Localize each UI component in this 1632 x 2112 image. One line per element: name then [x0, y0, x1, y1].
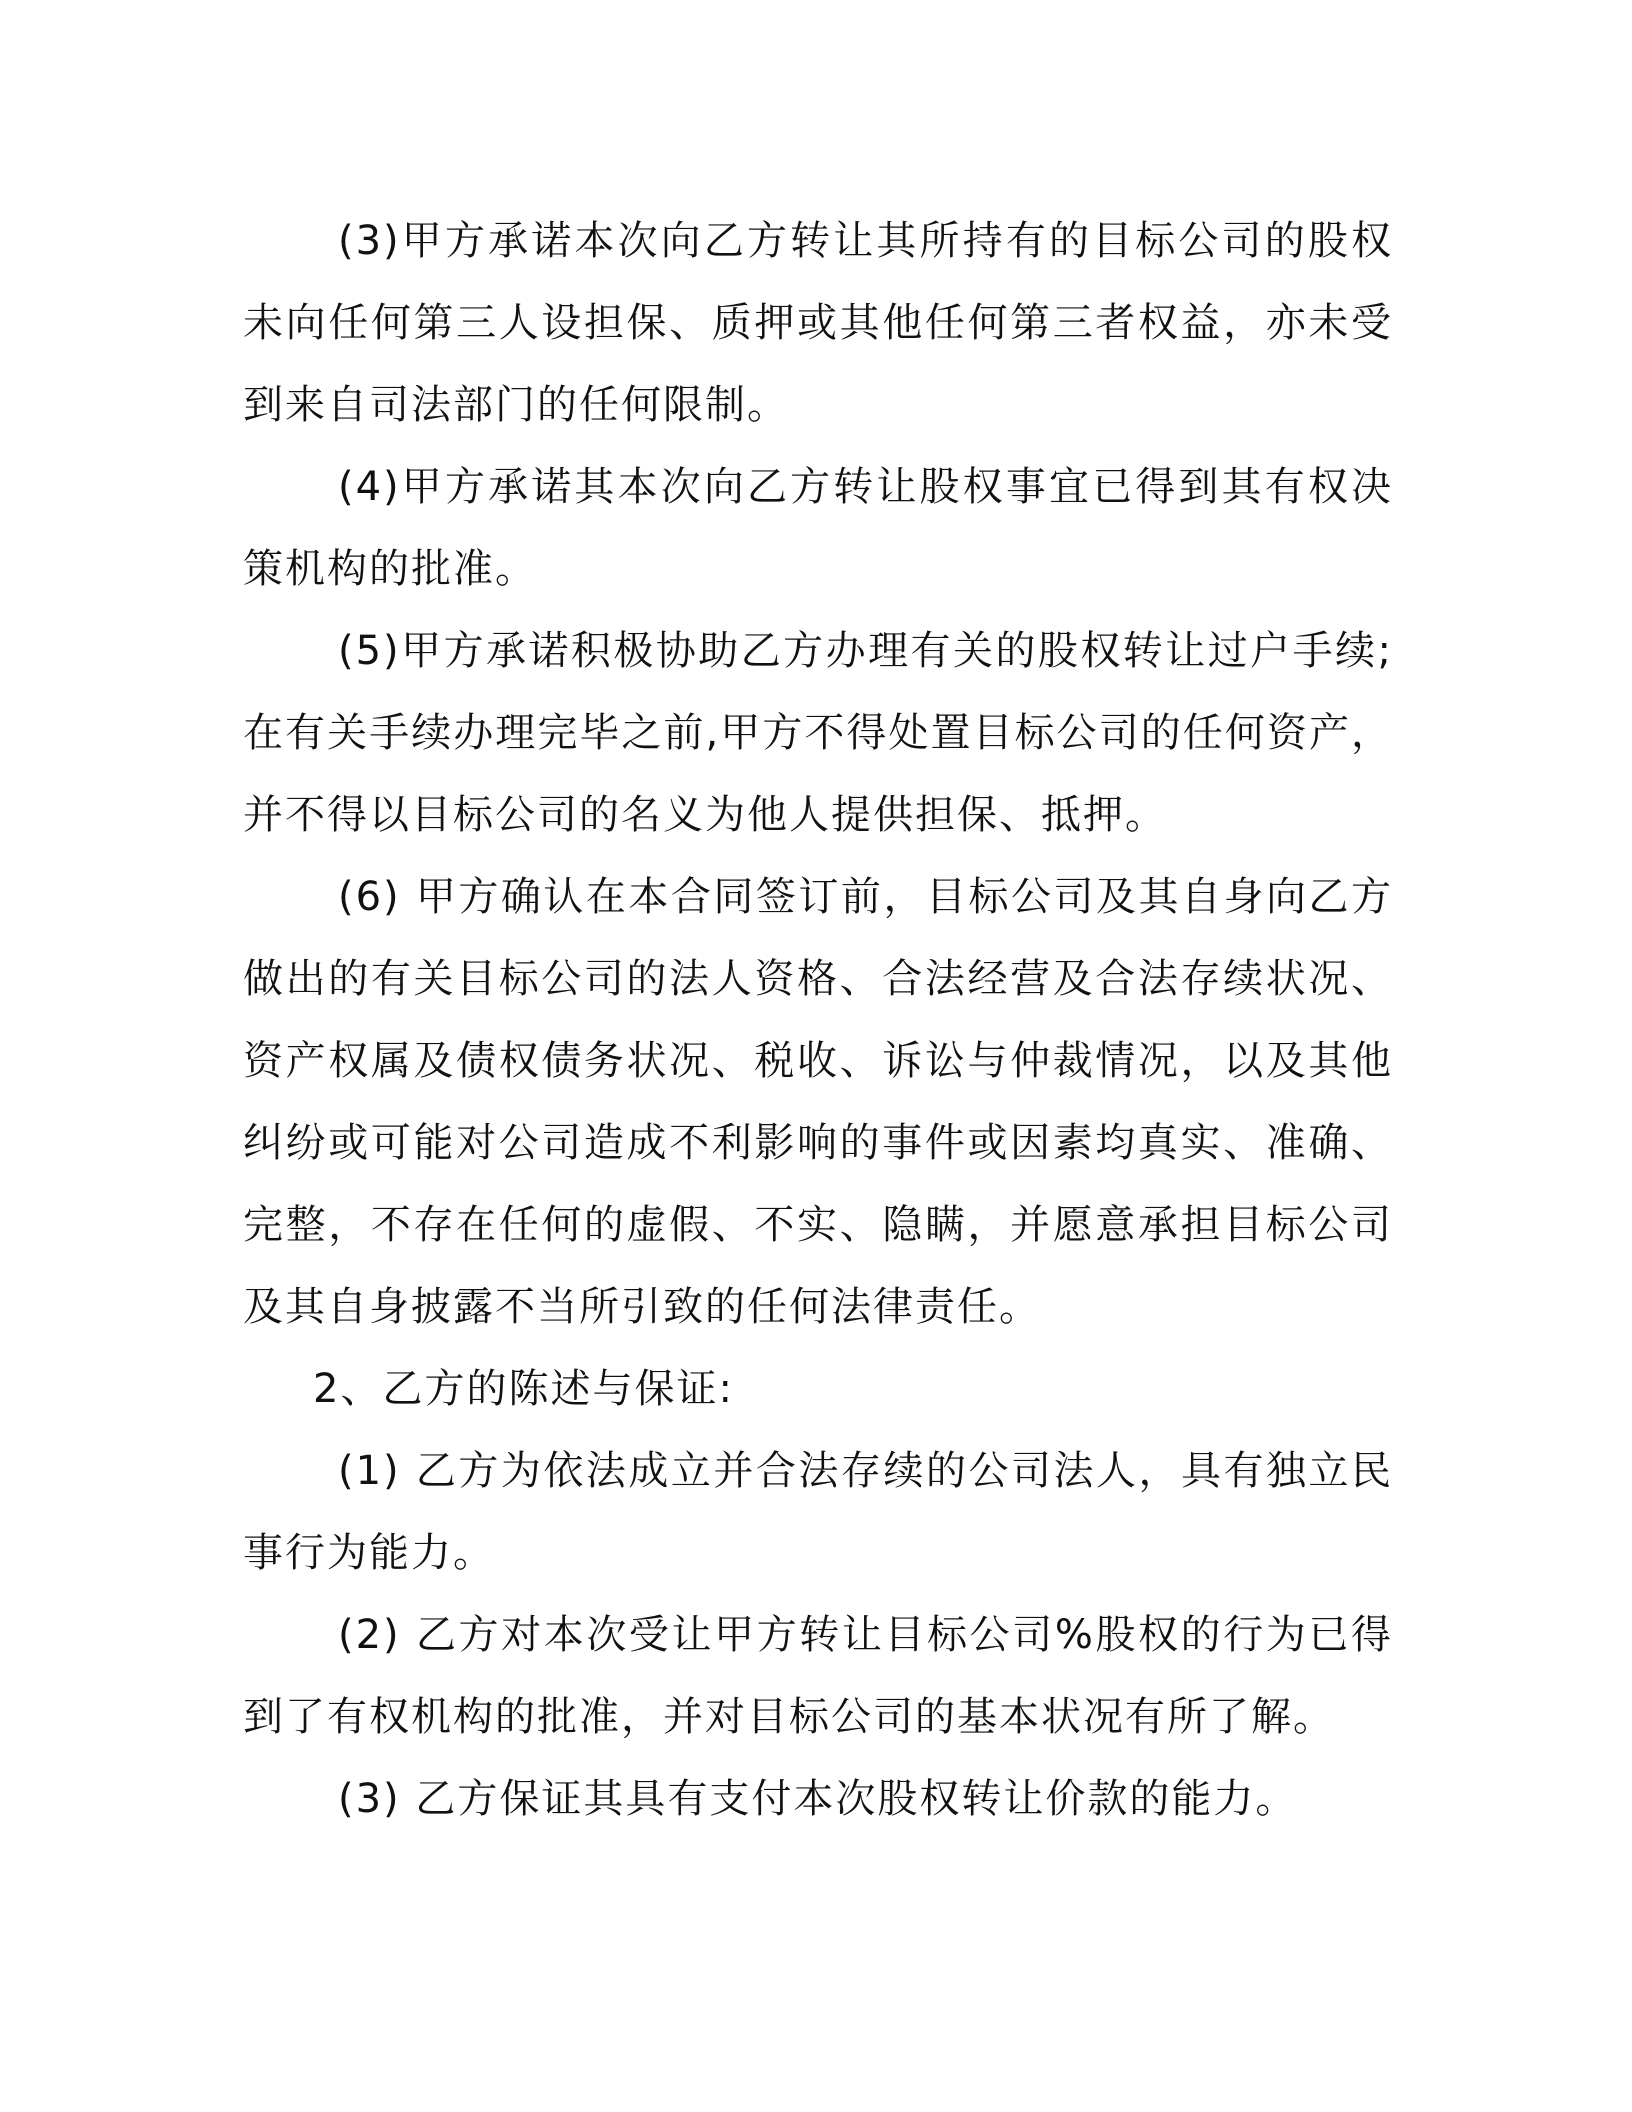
paragraph-party-b-clause-3: (3) 乙方保证其具有支付本次股权转让价款的能力。: [338, 1776, 1298, 1822]
section-heading-party-b: 2、乙方的陈述与保证:: [313, 1366, 734, 1412]
document-body: [243, 200, 1393, 1840]
paragraph-party-a-clause-5: (5)甲方承诺积极协助乙方办理有关的股权转让过户手续;在有关手续办理完毕之前,甲方不得处置目标公司的任何资产，并不得以目标公司的名义为他人提供担保、抵押。: [243, 628, 1393, 838]
paragraph-party-a-clause-4: (4)甲方承诺其本次向乙方转让股权事宜已得到其有权决策机构的批准。: [243, 464, 1393, 592]
paragraph-party-a-clause-3: (3)甲方承诺本次向乙方转让其所持有的目标公司的股权未向任何第三人设担保、质押或其他任何第三者权益，亦未受到来自司法部门的任何限制。: [243, 218, 1393, 428]
paragraph-party-a-clause-6: (6) 甲方确认在本合同签订前，目标公司及其自身向乙方做出的有关目标公司的法人资格、合法经营及合法存续状况、资产权属及债权债务状况、税收、诉讼与仲裁情况，以及其他纠纷或可能对公司造成不利影响的事件或因素均真实、准确、完整，不存在任何的虚假、不实、隐瞒，并愿意承担目标公司及其自身披露不当所引致的任何法律责任。: [243, 874, 1393, 1330]
paragraph-party-b-clause-1: (1) 乙方为依法成立并合法存续的公司法人，具有独立民事行为能力。: [243, 1448, 1393, 1576]
paragraph-party-b-clause-2: (2) 乙方对本次受让甲方转让目标公司%股权的行为已得到了有权机构的批准，并对目标公司的基本状况有所了解。: [243, 1612, 1393, 1740]
